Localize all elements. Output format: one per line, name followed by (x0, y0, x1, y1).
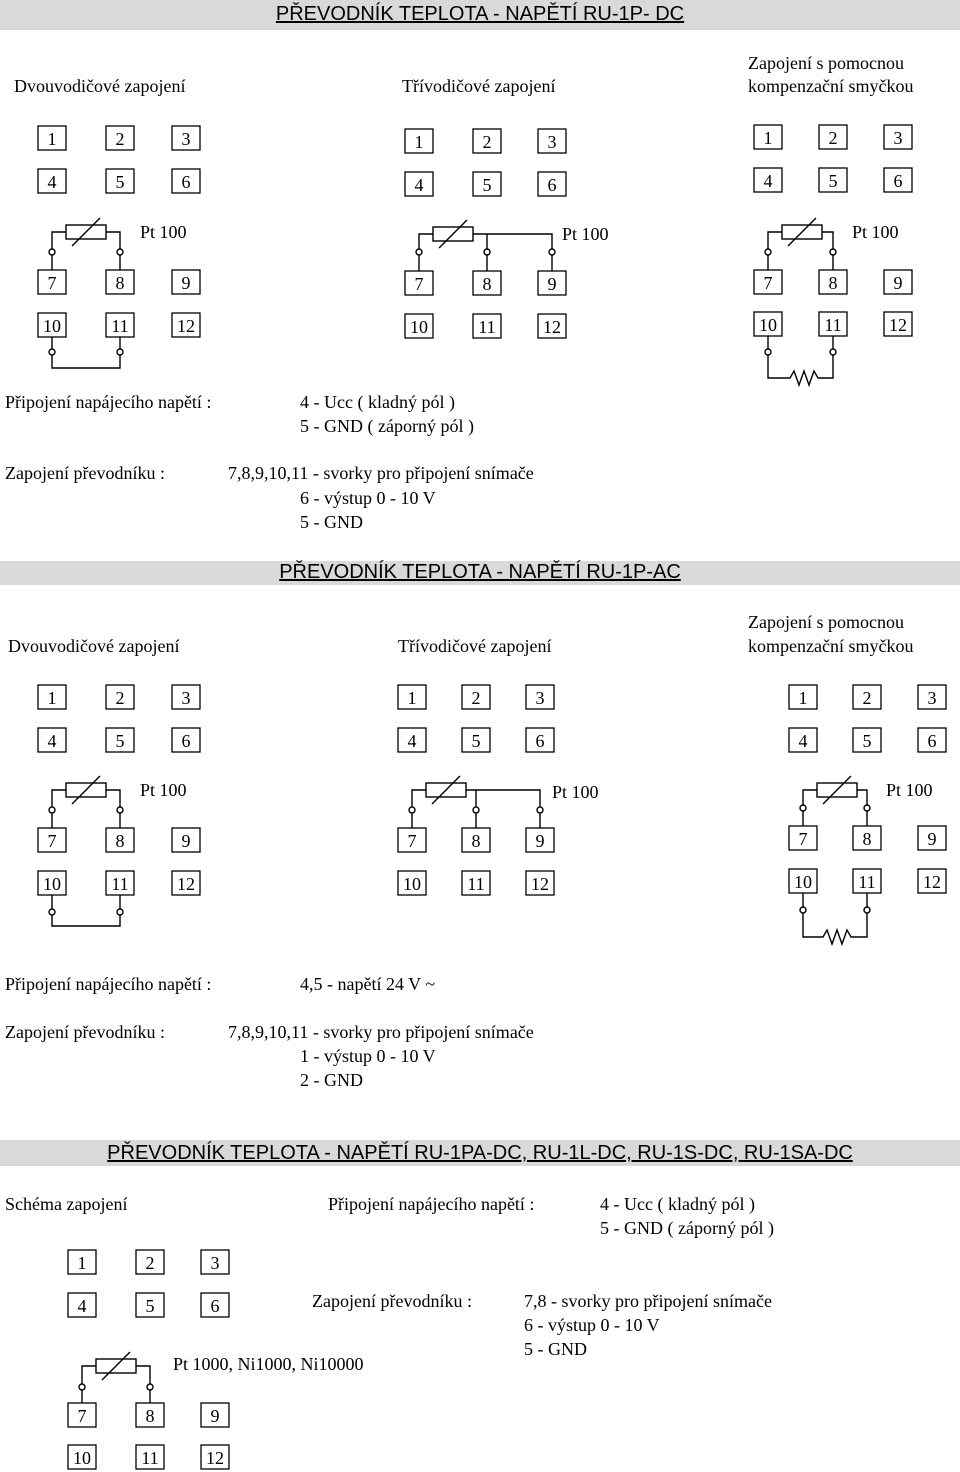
s2-power-label: Připojení napájecího napětí : (5, 974, 212, 994)
s1d1-terminal-6: 6 (181, 172, 191, 192)
s2d3-terminal-10: 10 (794, 872, 812, 892)
s2d2-terminal-11: 11 (467, 874, 485, 894)
s2d2-terminal-1: 1 (407, 688, 417, 708)
s2d1-terminal-3: 3 (181, 688, 191, 708)
s3-conn-line3: 5 - GND (524, 1339, 587, 1359)
s1d2-terminal-1: 1 (414, 132, 424, 152)
s1-conn-label: Zapojení převodníku : (5, 463, 165, 483)
s1d3-terminal-3: 3 (893, 128, 903, 148)
s1d3-terminal-2: 2 (828, 128, 838, 148)
s2-col1-heading: Dvouvodičové zapojení (8, 636, 180, 656)
s2-power-line1: 4,5 - napětí 24 V ~ (300, 974, 436, 994)
s1d1-terminal-8: 8 (115, 273, 125, 293)
s2d3-terminal-3: 3 (927, 688, 937, 708)
s2d2-terminal-4: 4 (407, 731, 417, 751)
s1d3-terminal-11: 11 (824, 315, 842, 335)
s1-power-line1: 4 - Ucc ( kladný pól ) (300, 392, 455, 412)
s2d1-terminal-9: 9 (181, 831, 191, 851)
s1-conn-line3: 5 - GND (300, 512, 363, 532)
s3-power-label: Připojení napájecího napětí : (328, 1194, 535, 1214)
s2d1-terminal-2: 2 (115, 688, 125, 708)
s1d3-terminal-10: 10 (759, 315, 777, 335)
s2d1-sensor-label: Pt 100 (140, 780, 187, 800)
s3-sensor-label: Pt 1000, Ni1000, Ni10000 (173, 1354, 364, 1374)
s1d1-terminal-12: 12 (177, 316, 195, 336)
s2d1-terminal-12: 12 (177, 874, 195, 894)
s2d2-terminal-7: 7 (407, 831, 417, 851)
s3-terminal-7: 7 (77, 1406, 87, 1426)
s1d1-terminal-2: 2 (115, 129, 125, 149)
s3-power-line1: 4 - Ucc ( kladný pól ) (600, 1194, 755, 1214)
s1d3-terminal-9: 9 (893, 273, 903, 293)
s1d3-terminal-5: 5 (828, 171, 838, 191)
s1d2-terminal-8: 8 (482, 274, 492, 294)
s3-terminal-9: 9 (210, 1406, 220, 1426)
s1-power-line2: 5 - GND ( záporný pól ) (300, 416, 474, 436)
s1d3-terminal-6: 6 (893, 171, 903, 191)
s3-terminal-4: 4 (77, 1296, 87, 1316)
s1d2-terminal-5: 5 (482, 175, 492, 195)
s1d3-terminal-1: 1 (763, 128, 773, 148)
s1-col3-heading-line1: Zapojení s pomocnou (748, 53, 904, 73)
s3-terminal-10: 10 (73, 1448, 91, 1468)
s2-conn-line2: 1 - výstup 0 - 10 V (300, 1046, 436, 1066)
s1d2-terminal-7: 7 (414, 274, 424, 294)
s2d1-terminal-1: 1 (47, 688, 57, 708)
s1d1-terminal-11: 11 (111, 316, 129, 336)
s3-power-line2: 5 - GND ( záporný pól ) (600, 1218, 774, 1238)
s2d3-terminal-5: 5 (862, 731, 872, 751)
s1d3-terminal-12: 12 (889, 315, 907, 335)
s2d2-terminal-5: 5 (471, 731, 481, 751)
s2d3-terminal-9: 9 (927, 829, 937, 849)
s2-col3-heading-line1: Zapojení s pomocnou (748, 612, 904, 632)
s1d2-terminal-9: 9 (547, 274, 557, 294)
s1d1-terminal-7: 7 (47, 273, 57, 293)
s1d2-terminal-6: 6 (547, 175, 557, 195)
s2d2-terminal-6: 6 (535, 731, 545, 751)
s2d3-terminal-8: 8 (862, 829, 872, 849)
s3-terminal-11: 11 (141, 1448, 159, 1468)
s1d1-terminal-9: 9 (181, 273, 191, 293)
s1d1-terminal-5: 5 (115, 172, 125, 192)
s2d2-terminal-3: 3 (535, 688, 545, 708)
s2d3-terminal-11: 11 (858, 872, 876, 892)
s1d1-terminal-1: 1 (47, 129, 57, 149)
s1d2-sensor-label: Pt 100 (562, 224, 609, 244)
s2d3-terminal-1: 1 (798, 688, 808, 708)
s3-terminal-2: 2 (145, 1253, 155, 1273)
s1d3-terminal-4: 4 (763, 171, 773, 191)
s2-conn-label: Zapojení převodníku : (5, 1022, 165, 1042)
s3-conn-line1: 7,8 - svorky pro připojení snímače (524, 1291, 772, 1311)
s3-terminal-3: 3 (210, 1253, 220, 1273)
s1-power-label: Připojení napájecího napětí : (5, 392, 212, 412)
s1d3-terminal-8: 8 (828, 273, 838, 293)
s3-terminal-12: 12 (206, 1448, 224, 1468)
s2d1-terminal-4: 4 (47, 731, 57, 751)
s2d3-terminal-2: 2 (862, 688, 872, 708)
s2d1-terminal-6: 6 (181, 731, 191, 751)
s2d1-terminal-5: 5 (115, 731, 125, 751)
s3-terminal-6: 6 (210, 1296, 220, 1316)
s3-conn-line2: 6 - výstup 0 - 10 V (524, 1315, 660, 1335)
s2d1-terminal-8: 8 (115, 831, 125, 851)
s1-col2-heading: Třívodičové zapojení (402, 76, 556, 96)
s1d2-terminal-4: 4 (414, 175, 424, 195)
s2d3-terminal-7: 7 (798, 829, 808, 849)
s2d2-terminal-2: 2 (471, 688, 481, 708)
s3-terminal-5: 5 (145, 1296, 155, 1316)
s2-conn-line3: 2 - GND (300, 1070, 363, 1090)
s1-conn-line2: 6 - výstup 0 - 10 V (300, 488, 436, 508)
s2d1-terminal-11: 11 (111, 874, 129, 894)
s1d1-terminal-10: 10 (43, 316, 61, 336)
s1d2-terminal-12: 12 (543, 317, 561, 337)
s1d2-terminal-2: 2 (482, 132, 492, 152)
s3-terminal-1: 1 (77, 1253, 87, 1273)
section2-title: PŘEVODNÍK TEPLOTA - NAPĚTÍ RU-1P-AC (279, 561, 681, 583)
s2-col3-heading-line2: kompenzační smyčkou (748, 636, 914, 656)
s1-col3-heading-line2: kompenzační smyčkou (748, 76, 914, 96)
s2d3-terminal-6: 6 (927, 731, 937, 751)
s2-conn-line1: 7,8,9,10,11 - svorky pro připojení snímače (228, 1022, 534, 1042)
s2d2-terminal-10: 10 (403, 874, 421, 894)
s1d3-sensor-label: Pt 100 (852, 222, 899, 242)
s2d3-terminal-12: 12 (923, 872, 941, 892)
s2d2-sensor-label: Pt 100 (552, 782, 599, 802)
s1d1-terminal-4: 4 (47, 172, 57, 192)
s3-terminal-8: 8 (145, 1406, 155, 1426)
s2-col2-heading: Třívodičové zapojení (398, 636, 552, 656)
s2d2-terminal-9: 9 (535, 831, 545, 851)
s1d2-terminal-11: 11 (478, 317, 496, 337)
s3-schema-label: Schéma zapojení (5, 1194, 128, 1214)
s1-conn-line1: 7,8,9,10,11 - svorky pro připojení snímače (228, 463, 534, 483)
s1d1-terminal-3: 3 (181, 129, 191, 149)
s3-conn-label: Zapojení převodníku : (312, 1291, 472, 1311)
s2d1-terminal-7: 7 (47, 831, 57, 851)
s1d1-sensor-label: Pt 100 (140, 222, 187, 242)
s3-resistor-icon (79, 1352, 153, 1403)
section3-title: PŘEVODNÍK TEPLOTA - NAPĚTÍ RU-1PA-DC, RU-1L-DC, RU-1S-DC, RU-1SA-DC (107, 1142, 853, 1164)
s2d1-terminal-10: 10 (43, 874, 61, 894)
s1-col1-heading: Dvouvodičové zapojení (14, 76, 186, 96)
s2d3-sensor-label: Pt 100 (886, 780, 933, 800)
section1-title: PŘEVODNÍK TEPLOTA - NAPĚTÍ RU-1P- DC (275, 3, 685, 25)
s1d2-terminal-3: 3 (547, 132, 557, 152)
s2d2-terminal-8: 8 (471, 831, 481, 851)
s2d3-terminal-4: 4 (798, 731, 808, 751)
s2d2-terminal-12: 12 (531, 874, 549, 894)
s1d3-terminal-7: 7 (763, 273, 773, 293)
s1d2-terminal-10: 10 (410, 317, 428, 337)
